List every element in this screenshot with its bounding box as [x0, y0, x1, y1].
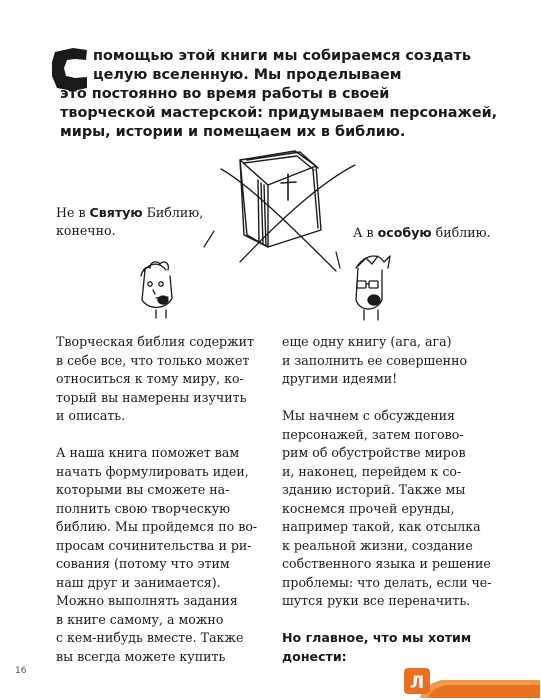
text-line: коснемся прочей ерунды,	[282, 500, 455, 516]
text-line: вы всегда можете купить	[56, 648, 226, 664]
text-line: Мы начнем с обсуждения	[282, 408, 456, 423]
text-line: относиться к тому миру, ко-	[56, 371, 244, 386]
speech-right-bold: особую	[377, 225, 432, 240]
text-line: зданию историй. Также мы	[282, 482, 466, 497]
speech-right	[353, 224, 491, 242]
text-line: просам сочинительства и ри-	[56, 537, 252, 553]
intro-line: это постоянно во время работы в своей	[60, 86, 390, 102]
speech-left-post: Библию,	[142, 205, 204, 220]
text-line: Можно выполнять задания	[56, 593, 238, 608]
text-line: проблемы: что делать, если че-	[282, 574, 492, 590]
speech-right-post: библию.	[431, 225, 491, 240]
left-column	[56, 333, 271, 666]
speech-right-pre: А в	[353, 225, 378, 240]
text-line: например такой, как отсылка	[282, 519, 481, 534]
text-line: торый вы намерены изучить	[56, 389, 247, 405]
text-line: персонажей, затем погово-	[282, 426, 464, 442]
speech-left-line2: конечно.	[56, 223, 116, 238]
text-line: еще одну книгу (ага, ага)	[282, 334, 452, 349]
intro-line: творческой мастерской: придумываем персонажей,	[60, 105, 498, 121]
text-line: начать формулировать идеи,	[56, 463, 249, 479]
text-line: А наша книга поможет вам	[56, 445, 240, 460]
text-line: другими идеями!	[282, 371, 398, 386]
text-line: к реальной жизни, создание	[282, 537, 473, 553]
publisher-logo	[402, 666, 540, 698]
text-line: в книге самому, а можно	[56, 611, 224, 627]
closing-bold-line: Но главное, что мы хотим	[282, 630, 472, 645]
intro-line: целую вселенную. Мы проделываем	[93, 67, 402, 83]
dropcap-letter: С	[69, 77, 71, 79]
text-line: и заполнить ее совершенно	[282, 352, 468, 368]
intro-line: миры, истории и помещаем их в библию.	[60, 124, 406, 140]
text-line: библию. Мы пройдемся по во-	[56, 519, 258, 534]
text-line: шутся руки все переначить.	[282, 593, 471, 608]
speech-left-bold: Святую	[89, 205, 143, 220]
bible-book-drawing	[240, 151, 321, 247]
text-line: в себе все, что только может	[56, 352, 250, 368]
text-line: рим об обустройстве миров	[282, 445, 466, 460]
page-number: 16	[15, 666, 27, 676]
intro-paragraph	[60, 47, 523, 142]
text-line: наш друг и занимается).	[56, 574, 221, 590]
text-line: Творческая библия содержит	[56, 334, 255, 349]
right-column	[282, 333, 497, 666]
text-line: собственного языка и решение	[282, 556, 491, 571]
text-line: сования (потому что этим	[56, 556, 230, 571]
text-line: полнить свою творческую	[56, 500, 231, 516]
intro-line: помощью этой книги мы собираемся создать	[93, 48, 471, 64]
speech-left-pre: Не в	[56, 205, 90, 220]
logo-letter: Л	[409, 673, 425, 693]
left-character-doodle	[141, 262, 172, 318]
text-line: и описать.	[56, 408, 126, 423]
closing-bold-line: донести:	[282, 648, 347, 664]
right-character-doodle	[356, 256, 390, 320]
text-line: с кем-нибудь вместе. Также	[56, 630, 244, 645]
text-line: которыми вы сможете на-	[56, 482, 230, 497]
speech-left	[56, 204, 203, 240]
text-line: и, наконец, перейдем к со-	[282, 463, 462, 479]
